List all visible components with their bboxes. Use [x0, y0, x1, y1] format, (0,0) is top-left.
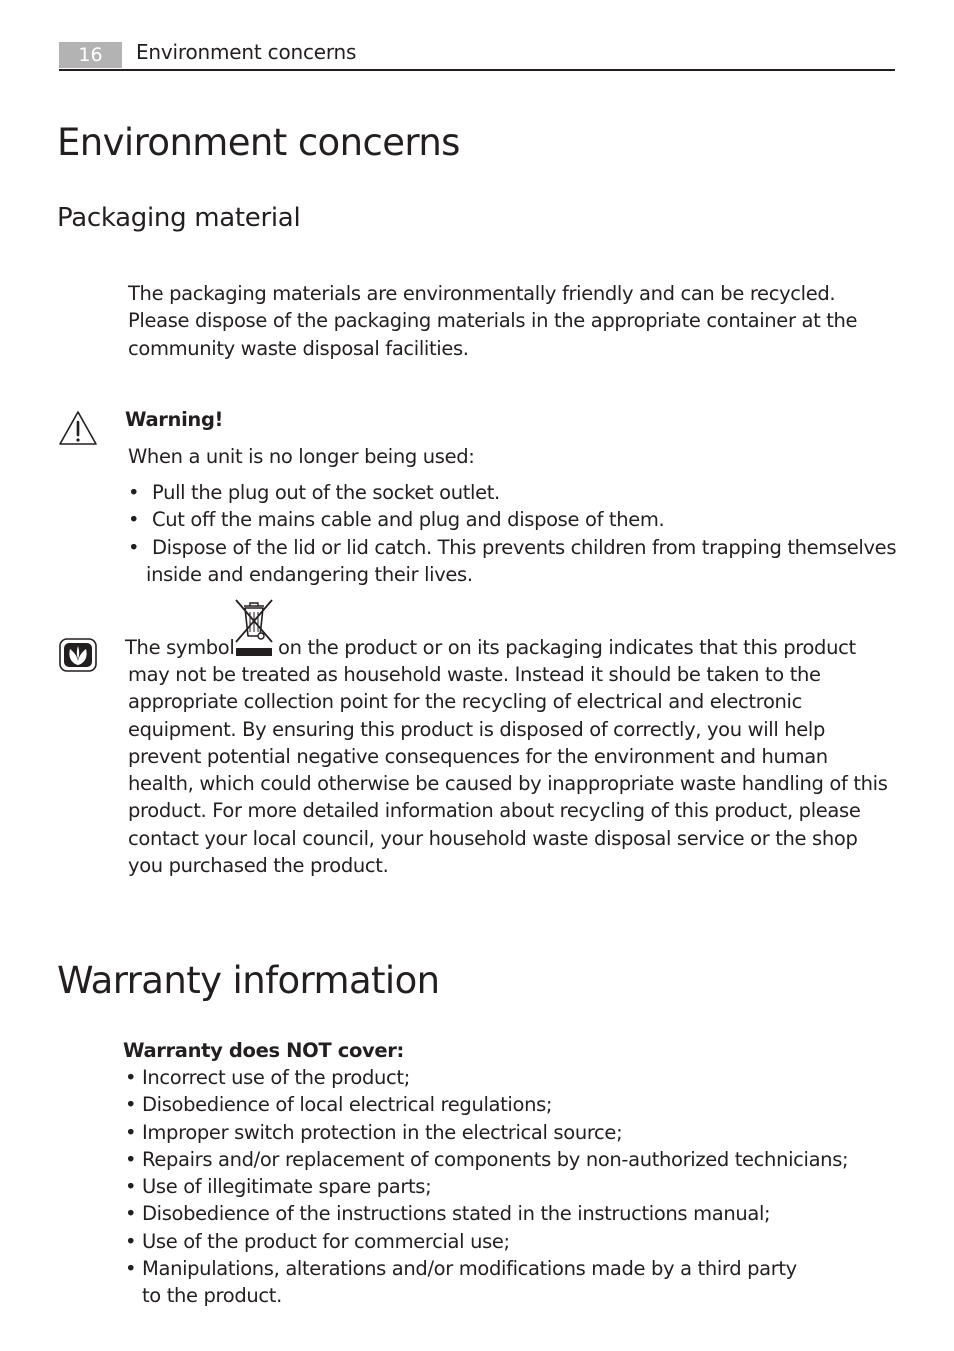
- recycling-line: appropriate collection point for the recycling of electrical and electronic: [128, 690, 802, 714]
- recycling-paragraph: [128, 661, 888, 879]
- warranty-list: [125, 1064, 848, 1310]
- list-item: • Disobedience of local electrical regulations;: [125, 1093, 553, 1117]
- list-item: • Manipulations, alterations and/or modifications made by a third party: [125, 1257, 797, 1281]
- section-title-warranty: Warranty information: [57, 959, 440, 1002]
- recycling-symbol-suffix: on the product or on its packaging indicates that this product: [278, 636, 856, 659]
- recycling-symbol-prefix: The symbol: [125, 636, 235, 659]
- list-item: • Repairs and/or replacement of components by non-authorized technicians;: [125, 1147, 849, 1171]
- header-rule: [59, 69, 895, 71]
- environment-leaf-icon: [58, 637, 98, 673]
- page-number: 16: [78, 44, 103, 66]
- list-item: • Cut off the mains cable and plug and dispose of them.: [128, 506, 908, 533]
- list-item: • Use of illegitimate spare parts;: [125, 1175, 432, 1199]
- recycling-line: may not be treated as household waste. Instead it should be taken to the: [128, 663, 821, 686]
- recycling-line: you purchased the product.: [128, 854, 389, 878]
- list-item: • Improper switch protection in the electrical source;: [125, 1120, 623, 1144]
- list-item-continuation: to the product.: [142, 1284, 282, 1308]
- warning-icon: [58, 410, 98, 446]
- warning-list: [128, 479, 908, 561]
- packaging-paragraph: [128, 280, 857, 362]
- section-title-environment: Environment concerns: [57, 121, 460, 164]
- subsection-title-packaging: Packaging material: [57, 203, 301, 233]
- list-item: • Incorrect use of the product;: [125, 1066, 410, 1089]
- running-header-title: Environment concerns: [136, 40, 357, 64]
- packaging-line: community waste disposal facilities.: [128, 336, 469, 360]
- recycling-line: product. For more detailed information about recycling of this product, please: [128, 799, 861, 823]
- packaging-line: The packaging materials are environmentally friendly and can be recycled.: [128, 282, 836, 305]
- crossed-out-wheelie-bin-icon: [232, 598, 276, 664]
- warranty-not-cover-label: Warranty does NOT cover:: [123, 1039, 404, 1062]
- list-item-continuation: inside and endangering their lives.: [146, 563, 473, 586]
- recycling-line: equipment. By ensuring this product is disposed of correctly, you will help: [128, 717, 825, 741]
- list-item: • Disobedience of the instructions stated in the instructions manual;: [125, 1202, 771, 1226]
- packaging-line: Please dispose of the packaging materials in the appropriate container at the: [128, 309, 858, 333]
- warning-intro: When a unit is no longer being used:: [128, 445, 475, 468]
- warning-label: Warning!: [125, 408, 224, 431]
- recycling-line: prevent potential negative consequences for the environment and human: [128, 744, 828, 768]
- list-item: • Pull the plug out of the socket outlet.: [128, 479, 908, 506]
- list-item: • Use of the product for commercial use;: [125, 1229, 510, 1253]
- recycling-line: health, which could otherwise be caused by inappropriate waste handling of this: [128, 772, 888, 796]
- recycling-line: contact your local council, your household waste disposal service or the shop: [128, 826, 858, 850]
- list-item: • Dispose of the lid or lid catch. This prevents children from trapping themselves: [128, 534, 908, 561]
